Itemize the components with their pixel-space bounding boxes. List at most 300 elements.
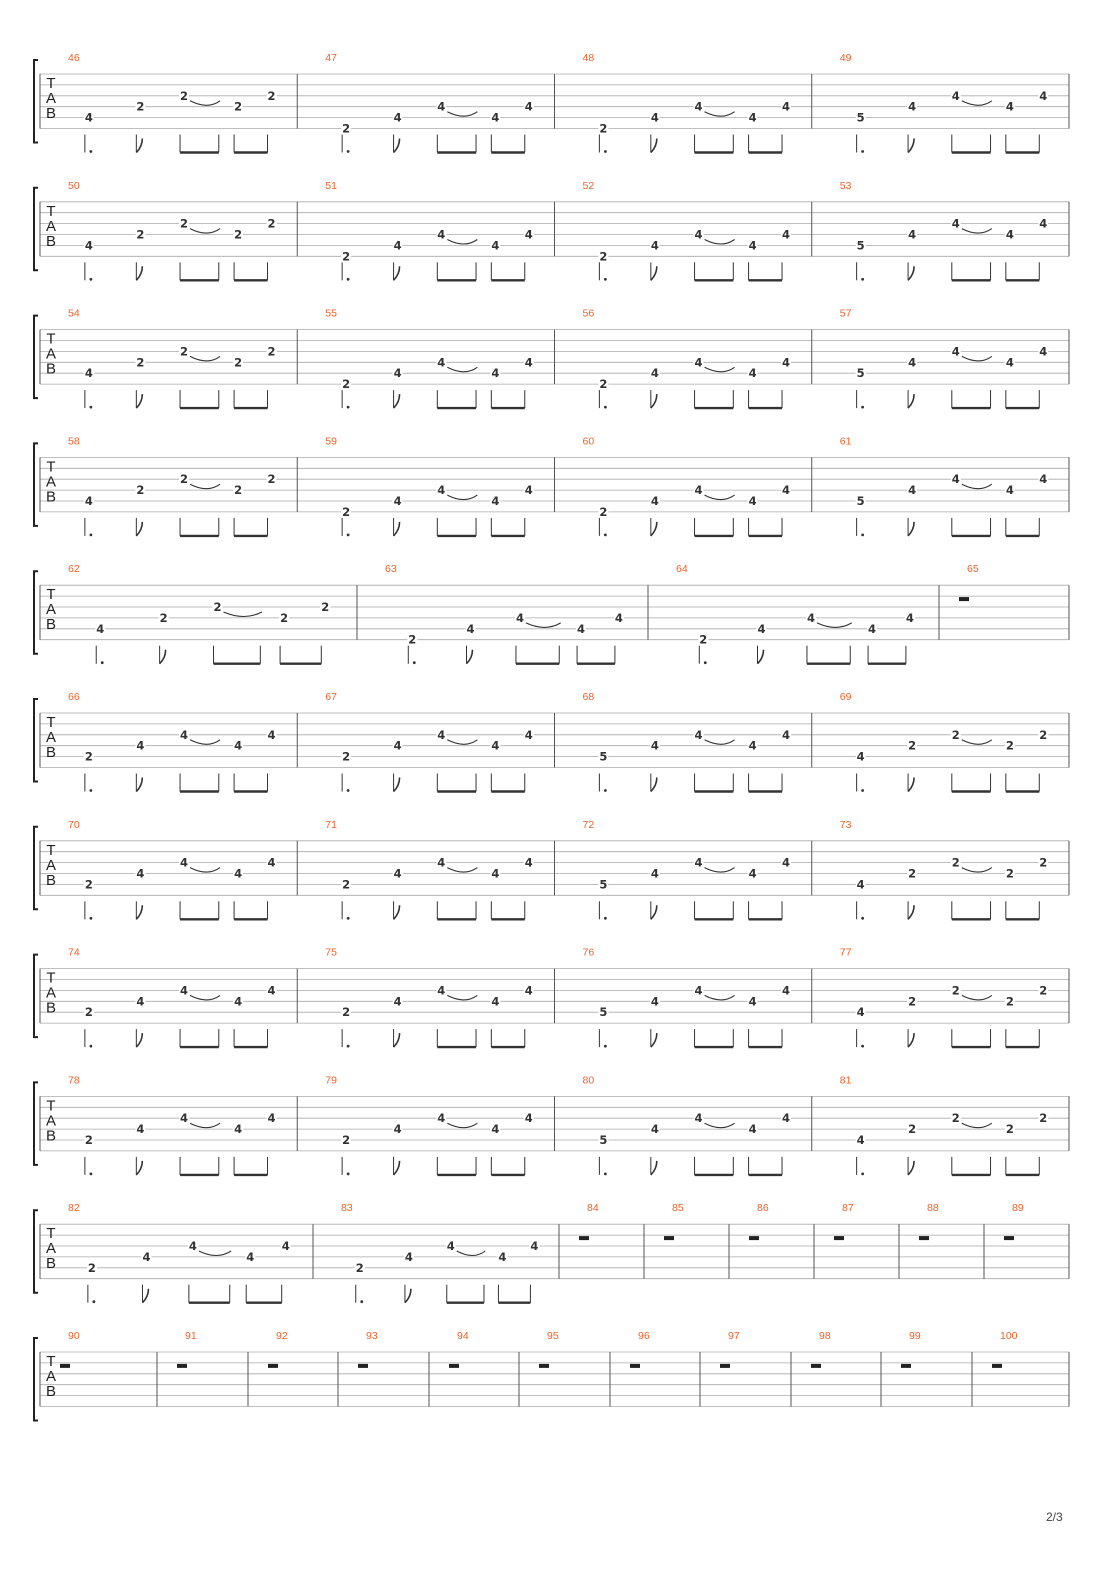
eighth-flag — [651, 1033, 657, 1047]
system-bracket — [34, 571, 38, 654]
fret-number: 4 — [180, 727, 189, 742]
fret-number: 4 — [524, 99, 533, 114]
eighth-flag — [908, 139, 914, 153]
fret-number: 4 — [905, 610, 914, 625]
fret-number: 4 — [393, 994, 402, 1009]
fret-number: 4 — [437, 99, 446, 114]
rhythm-dot — [347, 1173, 350, 1176]
fret-number: 4 — [393, 866, 402, 881]
system-bracket — [34, 699, 38, 782]
measure-number: 70 — [68, 818, 80, 831]
fret-number: 4 — [393, 110, 402, 125]
fret-number: 4 — [84, 494, 93, 508]
fret-number: 2 — [267, 344, 276, 359]
eighth-flag — [651, 905, 657, 919]
fret-number: 4 — [267, 983, 276, 998]
fret-number: 2 — [951, 983, 960, 998]
fret-number: 2 — [408, 632, 417, 647]
fret-number: 2 — [1005, 866, 1014, 881]
tab-clef-a: A — [45, 217, 57, 235]
fret-number: 5 — [856, 366, 865, 381]
fret-number: 4 — [136, 738, 145, 753]
tab-clef-b: B — [45, 871, 57, 889]
whole-rest — [579, 1236, 589, 1240]
eighth-flag — [160, 650, 166, 664]
fret-number: 2 — [355, 1260, 364, 1275]
tab-clef-a: A — [45, 729, 57, 746]
system-bracket — [34, 1082, 38, 1165]
fret-number: 2 — [87, 1260, 96, 1275]
tab-clef-b: B — [45, 105, 57, 122]
fret-number: 4 — [1039, 88, 1048, 103]
fret-number: 2 — [1039, 727, 1048, 742]
fret-number: 4 — [856, 749, 865, 764]
fret-number: 4 — [782, 1111, 791, 1126]
fret-number: 2 — [342, 377, 351, 392]
fret-number: 4 — [393, 738, 402, 753]
fret-number: 4 — [437, 483, 446, 498]
fret-number: 4 — [694, 227, 703, 242]
rhythm-dot — [861, 789, 864, 792]
measure-number: 76 — [582, 946, 595, 959]
fret-number: 4 — [782, 855, 791, 870]
fret-number: 4 — [491, 994, 500, 1009]
fret-number: 4 — [188, 1239, 197, 1253]
measure-number: 64 — [676, 563, 688, 576]
fret-number: 2 — [951, 727, 960, 742]
rhythm-dot — [604, 150, 607, 153]
fret-number: 4 — [951, 88, 960, 103]
measure-number: 66 — [68, 691, 80, 703]
rhythm-dot — [347, 406, 350, 409]
fret-number: 4 — [267, 1111, 276, 1126]
rhythm-dot — [101, 661, 104, 664]
fret-number: 4 — [524, 355, 533, 370]
measure-number: 89 — [1012, 1202, 1024, 1215]
fret-number: 4 — [142, 1249, 151, 1264]
rhythm-dot — [604, 406, 607, 409]
whole-rest — [811, 1364, 821, 1368]
measure-number: 97 — [728, 1330, 740, 1342]
fret-number: 4 — [806, 610, 815, 625]
fret-number: 4 — [782, 983, 791, 998]
measure-number: 48 — [582, 52, 595, 64]
measure-number: 46 — [68, 52, 80, 64]
fret-number: 4 — [491, 866, 500, 881]
rhythm-dot — [347, 150, 350, 153]
eighth-flag — [394, 139, 400, 153]
tie — [190, 1123, 220, 1128]
fret-number: 2 — [159, 610, 168, 625]
eighth-flag — [651, 522, 657, 536]
rhythm-dot — [89, 1173, 92, 1176]
fret-number: 4 — [782, 227, 791, 242]
fret-number: 2 — [342, 1133, 351, 1147]
tie — [190, 995, 220, 1000]
fret-number: 2 — [267, 472, 276, 487]
fret-number: 4 — [136, 866, 145, 881]
whole-rest — [834, 1236, 844, 1240]
fret-number: 2 — [599, 249, 608, 264]
fret-number: 2 — [951, 1111, 960, 1126]
eighth-flag — [136, 266, 142, 280]
eighth-flag — [394, 394, 400, 408]
fret-number: 4 — [748, 366, 757, 381]
fret-number: 2 — [342, 877, 351, 892]
measure-number: 72 — [582, 818, 595, 831]
measure-number: 82 — [68, 1202, 80, 1215]
measure-number: 84 — [587, 1202, 599, 1215]
fret-number: 4 — [234, 738, 243, 753]
measure-number: 73 — [839, 818, 852, 831]
system-bracket — [34, 60, 38, 143]
fret-number: 4 — [1005, 227, 1014, 242]
fret-number: 4 — [524, 483, 533, 498]
fret-number: 4 — [136, 994, 145, 1009]
eighth-flag — [136, 1033, 142, 1047]
tab-system — [34, 947, 1069, 1048]
tab-system — [34, 1202, 1069, 1303]
fret-number: 4 — [650, 494, 659, 508]
tab-clef-b: B — [45, 1255, 57, 1273]
tab-clef-b: B — [45, 1127, 57, 1145]
fret-number: 2 — [267, 216, 276, 231]
whole-rest — [358, 1364, 368, 1368]
rhythm-dot — [89, 917, 92, 920]
measure-number: 92 — [276, 1330, 288, 1342]
tie — [190, 229, 220, 234]
measure-number: 47 — [325, 52, 337, 64]
tab-system — [34, 52, 1069, 153]
fret-number: 4 — [393, 366, 402, 381]
eighth-flag — [136, 522, 142, 536]
whole-rest — [901, 1364, 911, 1368]
whole-rest — [749, 1236, 759, 1240]
measure-number: 99 — [909, 1330, 921, 1342]
fret-number: 4 — [180, 1111, 189, 1126]
fret-number: 4 — [491, 110, 500, 125]
fret-number: 2 — [84, 1005, 93, 1020]
rhythm-dot — [861, 1045, 864, 1048]
fret-number: 4 — [694, 99, 703, 114]
fret-number: 2 — [180, 88, 189, 103]
measure-number: 71 — [325, 818, 337, 831]
tie — [705, 995, 735, 1000]
fret-number: 4 — [84, 110, 93, 125]
tab-clef-a: A — [45, 856, 57, 874]
fret-number: 5 — [599, 1133, 608, 1147]
fret-number: 4 — [515, 610, 524, 625]
fret-number: 2 — [234, 227, 243, 242]
tab-clef-t: T — [46, 586, 56, 604]
fret-number: 2 — [234, 355, 243, 370]
eighth-flag — [466, 650, 472, 664]
fret-number: 4 — [694, 355, 703, 370]
fret-number: 4 — [694, 727, 703, 742]
whole-rest — [630, 1364, 640, 1368]
tie — [447, 240, 477, 245]
fret-number: 4 — [908, 355, 917, 370]
fret-number: 2 — [342, 249, 351, 264]
fret-number: 4 — [234, 994, 243, 1009]
eighth-flag — [651, 266, 657, 280]
rhythm-dot — [347, 534, 350, 537]
system-bracket — [34, 316, 38, 399]
eighth-flag — [136, 394, 142, 408]
fret-number: 4 — [437, 1111, 446, 1126]
fret-number: 4 — [437, 855, 446, 870]
tie — [190, 356, 220, 361]
fret-number: 4 — [1005, 99, 1014, 114]
tie — [447, 495, 477, 500]
fret-number: 2 — [280, 610, 289, 625]
measure-number: 68 — [582, 691, 595, 703]
rhythm-dot — [347, 789, 350, 792]
fret-number: 4 — [234, 866, 243, 881]
fret-number: 2 — [136, 227, 145, 242]
tie — [447, 112, 477, 117]
fret-number: 4 — [393, 238, 402, 253]
tie — [705, 112, 735, 117]
eighth-flag — [394, 1161, 400, 1175]
fret-number: 4 — [650, 738, 659, 753]
rhythm-dot — [413, 661, 416, 664]
fret-number: 5 — [599, 1005, 608, 1020]
fret-number: 2 — [267, 88, 276, 103]
eighth-flag — [394, 778, 400, 792]
fret-number: 4 — [748, 494, 757, 508]
fret-number: 4 — [491, 238, 500, 253]
tie — [190, 868, 220, 873]
tie — [526, 623, 561, 628]
fret-number: 2 — [599, 377, 608, 392]
measure-number: 87 — [842, 1202, 854, 1215]
eighth-flag — [757, 650, 763, 664]
eighth-flag — [908, 778, 914, 792]
eighth-flag — [394, 266, 400, 280]
tab-clef-b: B — [45, 488, 57, 506]
fret-number: 2 — [699, 632, 708, 647]
fret-number: 2 — [136, 355, 145, 370]
tab-clef-a: A — [45, 984, 57, 1002]
measure-number: 78 — [68, 1074, 80, 1087]
fret-number: 2 — [1005, 1122, 1014, 1137]
measure-number: 88 — [927, 1202, 939, 1215]
measure-number: 90 — [68, 1330, 80, 1342]
tab-clef-b: B — [45, 360, 57, 378]
eighth-flag — [142, 1289, 148, 1303]
measure-number: 54 — [68, 307, 80, 320]
tab-clef-t: T — [46, 969, 56, 987]
measure-number: 61 — [839, 435, 852, 448]
fret-number: 2 — [908, 1122, 917, 1137]
rhythm-dot — [89, 406, 92, 409]
fret-number: 2 — [1039, 1111, 1048, 1126]
tab-clef-t: T — [46, 458, 56, 476]
tie — [199, 1251, 231, 1256]
rhythm-dot — [347, 1045, 350, 1048]
tab-system — [34, 435, 1069, 536]
fret-number: 2 — [908, 994, 917, 1009]
whole-rest — [268, 1364, 278, 1368]
whole-rest — [177, 1364, 187, 1368]
fret-number: 4 — [234, 1122, 243, 1137]
tie — [224, 612, 262, 617]
fret-number: 4 — [524, 855, 533, 870]
fret-number: 4 — [491, 494, 500, 508]
fret-number: 4 — [96, 621, 105, 636]
whole-rest — [992, 1364, 1002, 1368]
fret-number: 2 — [136, 483, 145, 498]
fret-number: 4 — [530, 1239, 539, 1253]
eighth-flag — [136, 139, 142, 153]
rhythm-dot — [604, 534, 607, 537]
fret-number: 4 — [524, 1111, 533, 1126]
rhythm-dot — [861, 150, 864, 153]
whole-rest — [539, 1364, 549, 1368]
fret-number: 2 — [1005, 738, 1014, 753]
whole-rest — [919, 1236, 929, 1240]
fret-number: 4 — [491, 738, 500, 753]
rhythm-dot — [347, 278, 350, 281]
rhythm-dot — [861, 278, 864, 281]
tie — [962, 484, 992, 489]
fret-number: 2 — [84, 1133, 93, 1147]
tie — [962, 356, 992, 361]
fret-number: 4 — [498, 1249, 507, 1264]
fret-number: 4 — [491, 366, 500, 381]
whole-rest — [449, 1364, 459, 1368]
fret-number: 2 — [234, 483, 243, 498]
whole-rest — [720, 1364, 730, 1368]
tab-clef-t: T — [46, 1097, 56, 1115]
system-bracket — [34, 443, 38, 526]
fret-number: 4 — [856, 1133, 865, 1147]
tab-clef-t: T — [46, 841, 56, 859]
fret-number: 4 — [437, 727, 446, 742]
fret-number: 2 — [321, 600, 330, 614]
tab-clef-b: B — [45, 616, 57, 634]
fret-number: 4 — [180, 983, 189, 998]
measure-number: 95 — [547, 1330, 559, 1342]
system-bracket — [34, 1210, 38, 1293]
fret-number: 4 — [1005, 483, 1014, 498]
fret-number: 4 — [748, 994, 757, 1009]
measure-number: 56 — [582, 307, 595, 320]
eighth-flag — [136, 778, 142, 792]
fret-number: 4 — [908, 483, 917, 498]
fret-number: 4 — [650, 994, 659, 1009]
rhythm-dot — [704, 661, 707, 664]
fret-number: 2 — [908, 866, 917, 881]
fret-number: 4 — [748, 1122, 757, 1137]
fret-number: 4 — [393, 1122, 402, 1137]
fret-number: 4 — [84, 366, 93, 381]
measure-number: 85 — [672, 1202, 684, 1215]
measure-number: 98 — [819, 1330, 831, 1342]
fret-number: 4 — [782, 727, 791, 742]
fret-number: 4 — [524, 727, 533, 742]
measure-number: 100 — [1000, 1330, 1018, 1342]
rhythm-dot — [89, 278, 92, 281]
system-bracket — [34, 188, 38, 270]
fret-number: 4 — [1039, 472, 1048, 487]
fret-number: 2 — [136, 99, 145, 114]
fret-number: 4 — [267, 855, 276, 870]
eighth-flag — [908, 905, 914, 919]
tab-clef-a: A — [45, 601, 57, 619]
fret-number: 4 — [650, 866, 659, 881]
tab-clef-a: A — [45, 90, 57, 107]
eighth-flag — [908, 266, 914, 280]
fret-number: 5 — [856, 494, 865, 508]
rhythm-dot — [89, 1045, 92, 1048]
measure-number: 60 — [582, 435, 595, 448]
measure-number: 77 — [839, 946, 852, 959]
eighth-flag — [136, 905, 142, 919]
fret-number: 2 — [1039, 983, 1048, 998]
tie — [962, 995, 992, 1000]
fret-number: 4 — [856, 1005, 865, 1020]
rhythm-dot — [604, 1173, 607, 1176]
tie — [447, 1123, 477, 1128]
tab-clef-a: A — [45, 473, 57, 491]
fret-number: 2 — [599, 121, 608, 136]
eighth-flag — [908, 1161, 914, 1175]
fret-number: 4 — [404, 1249, 413, 1264]
fret-number: 4 — [524, 983, 533, 998]
fret-number: 4 — [180, 855, 189, 870]
tab-system — [34, 1074, 1069, 1175]
tab-system — [34, 691, 1069, 792]
fret-number: 4 — [1039, 216, 1048, 231]
fret-number: 4 — [1005, 355, 1014, 370]
eighth-flag — [136, 1161, 142, 1175]
tab-clef-t: T — [46, 330, 56, 348]
tie — [962, 1123, 992, 1128]
eighth-flag — [394, 522, 400, 536]
fret-number: 2 — [213, 600, 222, 614]
fret-number: 2 — [84, 749, 93, 764]
fret-number: 4 — [491, 1122, 500, 1137]
tie — [962, 101, 992, 106]
eighth-flag — [394, 1033, 400, 1047]
tie — [962, 229, 992, 234]
fret-number: 4 — [757, 621, 766, 636]
fret-number: 4 — [524, 227, 533, 242]
fret-number: 2 — [234, 99, 243, 114]
tab-system — [34, 180, 1069, 281]
fret-number: 4 — [446, 1239, 455, 1253]
fret-number: 4 — [246, 1249, 255, 1264]
fret-number: 4 — [782, 99, 791, 114]
tab-system — [34, 819, 1069, 920]
rhythm-dot — [861, 534, 864, 537]
fret-number: 4 — [748, 738, 757, 753]
measure-number: 86 — [757, 1202, 769, 1215]
tie — [190, 484, 220, 489]
measure-number: 62 — [68, 563, 80, 576]
measure-number: 83 — [341, 1202, 353, 1215]
fret-number: 4 — [868, 621, 877, 636]
tab-system — [34, 308, 1069, 409]
tie — [705, 868, 735, 873]
fret-number: 5 — [599, 749, 608, 764]
measure-number: 58 — [68, 435, 80, 448]
measure-number: 51 — [325, 179, 337, 192]
tab-clef-a: A — [45, 1368, 57, 1385]
eighth-flag — [651, 1161, 657, 1175]
